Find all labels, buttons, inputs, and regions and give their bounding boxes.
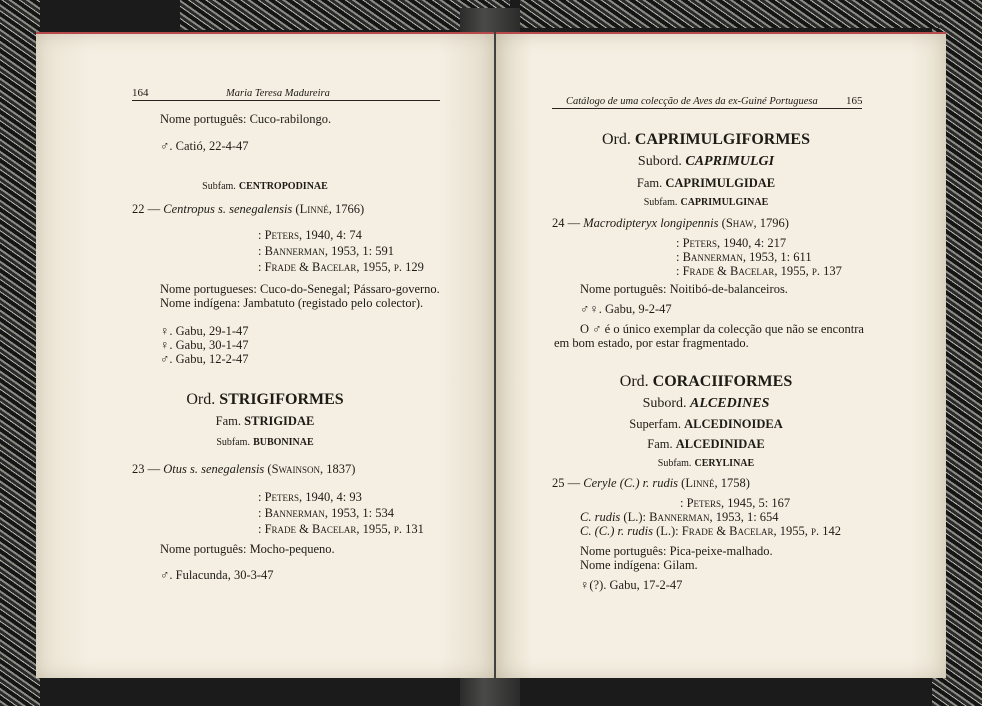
species-entry-25: 25 — Ceryle (C.) r. rudis (Linné, 1758) bbox=[552, 476, 750, 490]
text-line: Nome português: Noitibó-de-balanceiros. bbox=[580, 282, 788, 296]
family-heading: Fam. CAPRIMULGIDAE bbox=[636, 176, 776, 190]
reference-line: : Peters, 1940, 4: 74 bbox=[258, 228, 362, 242]
running-head: Maria Teresa Madureira bbox=[226, 88, 330, 99]
text-line: em bom estado, por estar fragmentado. bbox=[554, 336, 749, 350]
order-heading: Ord. STRIGIFORMES bbox=[186, 391, 344, 408]
reference-line: : Frade & Bacelar, 1955, p. 129 bbox=[258, 260, 424, 274]
family-heading: Fam. ALCEDINIDAE bbox=[647, 437, 765, 451]
species-entry-22: 22 — Centropus s. senegalensis (Linné, 1766) bbox=[132, 202, 365, 216]
text-line: O ♂ é o único exemplar da colecção que não se encontra bbox=[580, 322, 864, 336]
running-head: Catálogo de uma colecção de Aves da ex-Guiné Portuguesa bbox=[566, 96, 818, 107]
order-heading: Ord. CAPRIMULGIFORMES bbox=[602, 131, 810, 148]
reference-line: : Peters, 1940, 4: 93 bbox=[258, 490, 362, 504]
superfamily-heading: Superfam. ALCEDINOIDEA bbox=[629, 417, 783, 431]
book-cover-top-edge-right bbox=[520, 0, 940, 28]
text-line: Nome indígena: Gilam. bbox=[580, 558, 698, 572]
text-line: Nome indígena: Jambatuto (registado pelo colector). bbox=[160, 296, 424, 310]
specimen-line: ♂. Gabu, 12-2-47 bbox=[160, 352, 249, 366]
subfamily-heading: Subfam. BUBONINAE bbox=[216, 437, 314, 448]
page-number: 165 bbox=[846, 95, 863, 107]
left-page bbox=[36, 32, 494, 678]
reference-line: : Bannerman, 1953, 1: 534 bbox=[258, 506, 395, 520]
reference-line: : Frade & Bacelar, 1955, p. 131 bbox=[258, 522, 424, 536]
header-rule bbox=[552, 108, 862, 109]
suborder-heading: Subord. CAPRIMULGI bbox=[637, 154, 775, 169]
subfamily-heading: Subfam. CENTROPODINAE bbox=[202, 181, 328, 192]
reference-line: : Bannerman, 1953, 1: 611 bbox=[676, 250, 812, 264]
family-heading: Fam. STRIGIDAE bbox=[215, 414, 315, 428]
specimen-line: ♂. Fulacunda, 30-3-47 bbox=[160, 568, 274, 582]
order-heading: Ord. CORACIIFORMES bbox=[619, 373, 793, 390]
reference-line: C. (C.) r. rudis (L.): Frade & Bacelar, 1955, p. 142 bbox=[580, 524, 842, 538]
subfamily-heading: Subfam. CERYLINAE bbox=[657, 458, 755, 469]
suborder-heading: Subord. ALCEDINES bbox=[642, 396, 770, 411]
reference-line: : Bannerman, 1953, 1: 591 bbox=[258, 244, 395, 258]
text-line: Nome portugueses: Cuco-do-Senegal; Pássaro-governo. bbox=[160, 282, 440, 296]
text-line: Nome português: Cuco-rabilongo. bbox=[160, 112, 332, 126]
page-number: 164 bbox=[132, 87, 149, 99]
right-page bbox=[496, 32, 946, 678]
specimen-line: ♂♀. Gabu, 9-2-47 bbox=[580, 302, 672, 316]
header-rule bbox=[132, 100, 440, 101]
species-entry-24: 24 — Macrodipteryx longipennis (Shaw, 1796) bbox=[552, 216, 789, 230]
text-line: Nome português: Mocho-pequeno. bbox=[160, 542, 335, 556]
reference-line: : Peters, 1940, 4: 217 bbox=[676, 236, 787, 250]
species-entry-23: 23 — Otus s. senegalensis (Swainson, 1837) bbox=[132, 462, 356, 476]
text-line: Nome português: Pica-peixe-malhado. bbox=[580, 544, 773, 558]
specimen-line: ♀. Gabu, 29-1-47 bbox=[160, 324, 249, 338]
reference-line: : Peters, 1945, 5: 167 bbox=[680, 496, 791, 510]
subfamily-heading: Subfam. CAPRIMULGINAE bbox=[643, 197, 769, 208]
specimen-line: ♂. Catió, 22-4-47 bbox=[160, 139, 249, 153]
specimen-line: ♀. Gabu, 30-1-47 bbox=[160, 338, 249, 352]
book-cover-left-edge bbox=[0, 0, 40, 706]
reference-line: : Frade & Bacelar, 1955, p. 137 bbox=[676, 264, 842, 278]
reference-line: C. rudis (L.): Bannerman, 1953, 1: 654 bbox=[580, 510, 779, 524]
specimen-line: ♀(?). Gabu, 17-2-47 bbox=[580, 578, 683, 592]
